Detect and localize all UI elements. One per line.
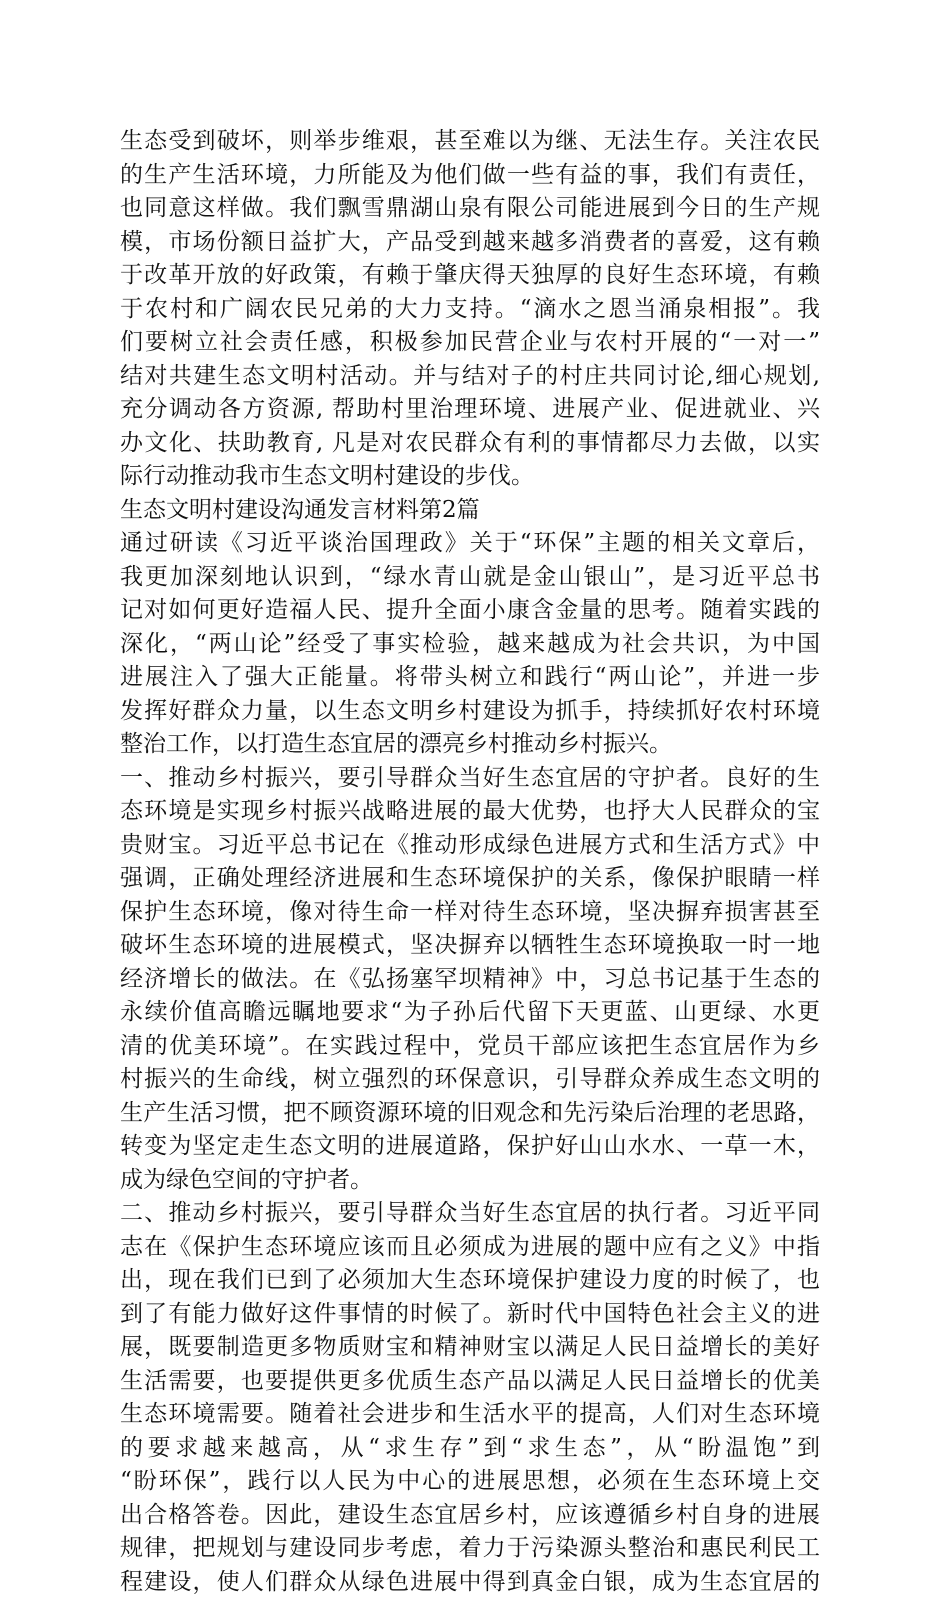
text-line: 成为绿色空间的守护者。	[120, 1164, 820, 1198]
text-line: 展，既要制造更多物质财宝和精神财宝以满足人民日益增长的美好	[120, 1331, 820, 1365]
heading-line: 生态文明村建设沟通发言材料第2篇	[120, 494, 820, 528]
paragraph-1	[120, 125, 820, 494]
text-line: 记对如何更好造福人民、提升全面小康含金量的思考。随着实践的	[120, 594, 820, 628]
text-line: 也同意这样做。我们飘雪鼎湖山泉有限公司能进展到今日的生产规	[120, 192, 820, 226]
text-line: 们要树立社会责任感，积极参加民营企业与农村开展的“一对一”	[120, 326, 820, 360]
text-line: 贵财宝。习近平总书记在《推动形成绿色进展方式和生活方式》中	[120, 829, 820, 863]
text-line: 充分调动各方资源, 帮助村里治理环境、进展产业、促进就业、兴	[120, 393, 820, 427]
text-line: 进展注入了强大正能量。将带头树立和践行“两山论”，并进一步	[120, 661, 820, 695]
text-line: 经济增长的做法。在《弘扬塞罕坝精神》中，习总书记基于生态的	[120, 963, 820, 997]
text-line: 生产生活习惯，把不顾资源环境的旧观念和先污染后治理的老思路，	[120, 1097, 820, 1131]
text-line: 模，市场份额日益扩大，产品受到越来越多消费者的喜爱，这有赖	[120, 226, 820, 260]
text-line: 志在《保护生态环境应该而且必须成为进展的题中应有之义》中指	[120, 1231, 820, 1265]
text-line: 生活需要，也要提供更多优质生态产品以满足人民日益增长的优美	[120, 1365, 820, 1399]
document-page	[120, 125, 820, 1325]
section-heading	[120, 494, 820, 528]
text-line: 出，现在我们已到了必须加大生态环境保护建设力度的时候了，也	[120, 1264, 820, 1298]
paragraph-3	[120, 762, 820, 1198]
text-line: 态环境是实现乡村振兴战略进展的最大优势，也抒大人民群众的宝	[120, 795, 820, 829]
text-line: 出合格答卷。因此，建设生态宜居乡村，应该遵循乡村自身的进展	[120, 1499, 820, 1533]
text-line: 生态环境需要。随着社会进步和生活水平的提高，人们对生态环境	[120, 1398, 820, 1432]
text-line: 结对共建生态文明村活动。并与结对子的村庄共同讨论,细心规划,	[120, 360, 820, 394]
text-line: 办文化、扶助教育, 凡是对农民群众有利的事情都尽力去做，以实	[120, 427, 820, 461]
text-line: 我更加深刻地认识到，“绿水青山就是金山银山”，是习近平总书	[120, 561, 820, 595]
text-line: 转变为坚定走生态文明的进展道路，保护好山山水水、一草一木，	[120, 1130, 820, 1164]
text-line: 通过研读《习近平谈治国理政》关于“环保”主题的相关文章后，	[120, 527, 820, 561]
text-line: 保护生态环境，像对待生命一样对待生态环境，坚决摒弃损害甚至	[120, 896, 820, 930]
text-line: 村振兴的生命线，树立强烈的环保意识，引导群众养成生态文明的	[120, 1063, 820, 1097]
paragraph-2	[120, 527, 820, 762]
text-line: 生态受到破坏，则举步维艰，甚至难以为继、无法生存。关注农民	[120, 125, 820, 159]
text-line: 程建设，使人们群众从绿色进展中得到真金白银，成为生态宜居的	[120, 1566, 820, 1599]
text-line: 的生产生活环境，力所能及为他们做一些有益的事，我们有责任，	[120, 159, 820, 193]
paragraph-4	[120, 1197, 820, 1599]
text-line: 于改革开放的好政策，有赖于肇庆得天独厚的良好生态环境，有赖	[120, 259, 820, 293]
text-line: 清的优美环境”。在实践过程中，党员干部应该把生态宜居作为乡	[120, 1030, 820, 1064]
text-line: 规律，把规划与建设同步考虑，着力于污染源头整治和惠民利民工	[120, 1532, 820, 1566]
text-line: 深化，“两山论”经受了事实检验，越来越成为社会共识，为中国	[120, 628, 820, 662]
text-line: 永续价值高瞻远瞩地要求“为子孙后代留下天更蓝、山更绿、水更	[120, 996, 820, 1030]
text-line: 于农村和广阔农民兄弟的大力支持。“滴水之恩当涌泉相报”。我	[120, 293, 820, 327]
text-line: 际行动推动我市生态文明村建设的步伐。	[120, 460, 820, 494]
text-line: 强调，正确处理经济进展和生态环境保护的关系，像保护眼睛一样	[120, 862, 820, 896]
text-line: 发挥好群众力量，以生态文明乡村建设为抓手，持续抓好农村环境	[120, 695, 820, 729]
text-line: 破坏生态环境的进展模式，坚决摒弃以牺牲生态环境换取一时一地	[120, 929, 820, 963]
text-line: 的要求越来越高，从“求生存”到“求生态”，从“盼温饱”到	[120, 1432, 820, 1466]
text-line: 一、推动乡村振兴，要引导群众当好生态宜居的守护者。良好的生	[120, 762, 820, 796]
text-line: 整治工作，以打造生态宜居的漂亮乡村推动乡村振兴。	[120, 728, 820, 762]
text-line: 到了有能力做好这件事情的时候了。新时代中国特色社会主义的进	[120, 1298, 820, 1332]
text-line: “盼环保”，践行以人民为中心的进展思想，必须在生态环境上交	[120, 1465, 820, 1499]
text-line: 二、推动乡村振兴，要引导群众当好生态宜居的执行者。习近平同	[120, 1197, 820, 1231]
